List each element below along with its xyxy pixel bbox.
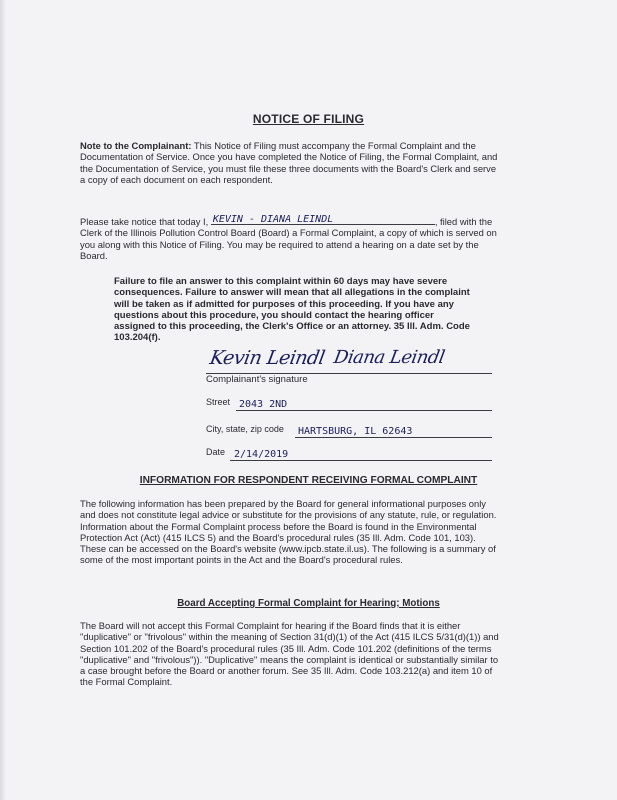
street-row — [206, 397, 492, 411]
section2-paragraph: The Board will not accept this Formal Complaint for hearing if the Board finds that it is either "duplicative" or "frivolous" within the meaning of Section 31(d)(1) of the Act (415 ILCS 5/31(d)(1)) and Section 101.202 of the Board's procedural rules (35 Ill. Adm. Code 101.202 (definitions of the terms "duplicative" and "frivolous")). "Duplicative" means the complaint is identical or substantially similar to a case brought before the Board or another forum. See 35 Ill. Adm. Code 103.212(a) and item 10 of the Formal Complaint. — [80, 620, 499, 688]
notice-prefix: Please take notice that today I, — [80, 216, 209, 227]
city-value: HARTSBURG, IL 62643 — [298, 426, 413, 437]
note-text: This Notice of Filing must accompany the Formal Complaint and the Documentation of Service. Once you have completed the Notice of Filing, the Formal Complaint, and the Documentation of Service, you must file these three documents with the Board's Clerk and serve a copy of each document on each respondent. — [80, 140, 498, 185]
street-value: 2043 2ND — [239, 399, 288, 410]
section1-paragraph: The following information has been prepared by the Board for general informational purposes only and does not constitute legal advice or substitute for the provisions of any statute, rule, or regulation. Information about the Formal Complaint process before the Board is found in the Environmental Protection Act (Act) (415 ILCS 5) and the Board's procedural rules (35 Ill. Adm. Code 101, 103). These can be accessed on the Board's website (www.ipcb.state.il.us). The following is a summary of some of the most important points in the Act and the Board's procedural rules. — [80, 498, 497, 566]
date-underline — [230, 460, 492, 461]
signature-line — [206, 343, 492, 374]
signature-caption: Complainant's signature — [206, 374, 308, 385]
name-fill-line — [211, 213, 435, 225]
city-label: City, state, zip code — [206, 424, 284, 434]
note-label: Note to the Complainant: — [80, 140, 192, 151]
city-underline — [295, 437, 492, 438]
street-underline — [236, 410, 492, 411]
signature-block — [206, 343, 492, 385]
notice-rest: with the Clerk of the Illinois Pollution Control Board (Board) a Formal Complaint, a copy of which is served on you along with this Notice of Filing. You may be required to attend a hearing on a date set by the Board. — [80, 216, 497, 261]
section1-heading: INFORMATION FOR RESPONDENT RECEIVING FORMAL COMPLAINT — [139, 475, 478, 486]
page-title: NOTICE OF FILING — [252, 112, 365, 126]
notice-suffix: , filed — [434, 216, 458, 227]
date-row — [206, 447, 492, 461]
signature-diana: Diana Leindl — [332, 347, 447, 368]
section2-heading: Board Accepting Formal Complaint for Hearing; Motions — [177, 598, 440, 609]
warning-paragraph: Failure to file an answer to this complaint within 60 days may have severe consequences. Failure to answer will mean that all allegations in the complaint will be taken as if admitted for purposes of this proceeding. If you have any questions about this procedure, you should contact the hearing officer assigned to this proceeding, the Clerk's Office or an attorney. 35 Ill. Adm. Code 103.204(f). — [114, 276, 470, 344]
note-paragraph — [80, 140, 500, 185]
handwritten-name: KEVIN - DIANA LEINDL — [212, 213, 334, 225]
street-label: Street — [206, 397, 231, 407]
date-value: 2/14/2019 — [234, 449, 289, 460]
city-row — [206, 424, 492, 438]
notice-paragraph — [80, 213, 500, 261]
signature-kevin: Kevin Leindl — [208, 347, 327, 369]
date-label: Date — [206, 447, 226, 457]
